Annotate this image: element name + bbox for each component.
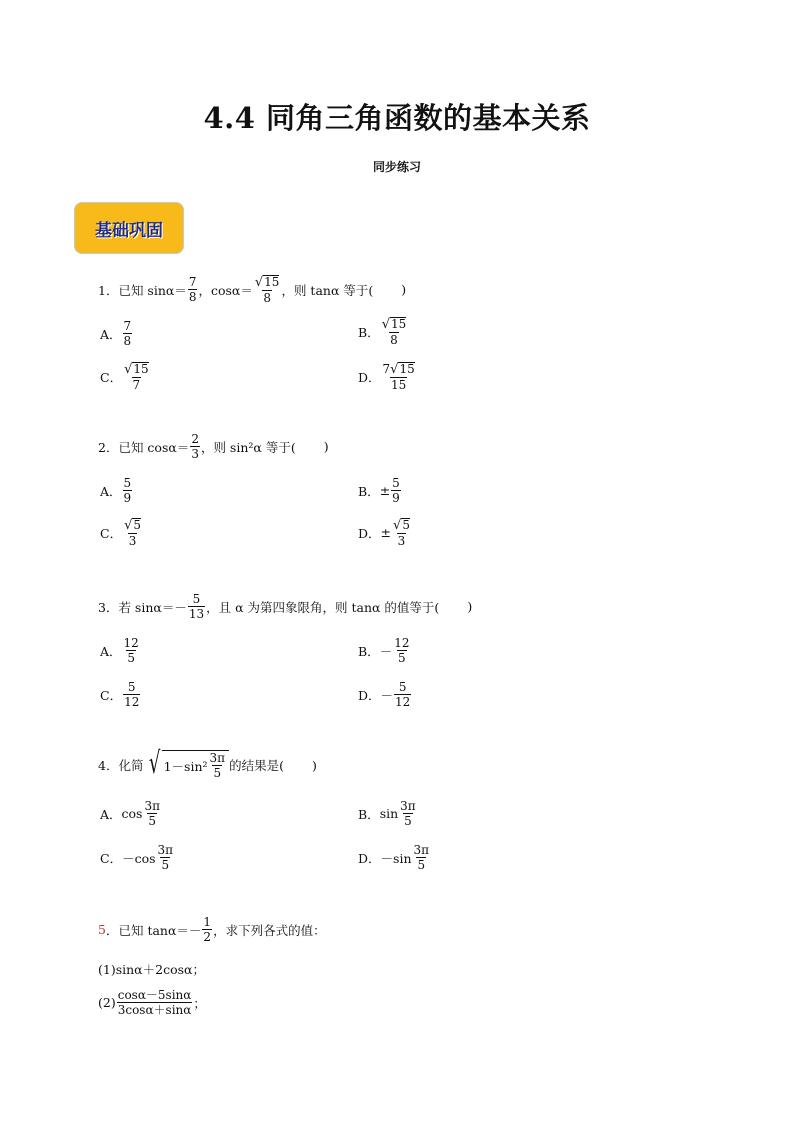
option-label: D． [358,687,381,703]
question-text: ，则 tanα 等于( [281,282,374,298]
question-text: 已知 sinα＝ [118,282,187,298]
option-b[interactable]: B． √ 15 8 [358,317,407,347]
option-label: C． [100,687,123,703]
question-text: ，求下列各式的值： [213,922,326,938]
section-badge-label: 基础巩固 [95,220,163,241]
question-3: 3． 若 sinα＝－ $\frac{5}{13}$ ，且 α 为第四象限角，则 tanα 的值等于( ) [98,592,473,622]
sub-question-text: (2) [98,995,116,1011]
question-number: 4． [98,758,119,774]
question-text: 若 sinα＝－ [118,599,187,615]
radical: √ 1－sin² $\frac{3\pi}{5}$ [145,750,229,781]
question-text: ) [311,757,317,773]
fraction: $\frac{7}{8}$ [188,275,197,305]
option-label: C． [100,850,123,866]
option-label: D． [358,369,381,385]
page-subtitle: 同步练习 [372,160,421,174]
option-d[interactable]: D． 7 √ 15 15 [358,362,415,392]
question-text: 已知 cosα＝ [118,439,190,455]
fraction: √ 15 8 [254,275,280,305]
question-number: 1． [98,282,119,298]
option-b[interactable]: B． sin $\frac{3\pi}{5}$ [358,799,416,829]
option-label: B． [358,324,380,340]
question-text: 已知 tanα＝－ [118,922,202,938]
option-a[interactable]: A． cos $\frac{3\pi}{5}$ [100,799,161,829]
question-4 [98,746,317,781]
question-number: 5 [98,922,106,938]
question-5: 5 ． 已知 tanα＝－ $\frac{1}{2}$ ，求下列各式的值： [98,915,326,945]
question-text: ) [467,599,473,615]
section-badge [74,202,184,254]
option-c[interactable]: C． －cos $\frac{3\pi}{5}$ [100,843,174,873]
question-number: 2． [98,439,119,455]
option-a[interactable]: A． $\frac{5}{9}$ [100,476,132,506]
question-1 [98,275,406,305]
question-text: ． [105,922,119,938]
option-a[interactable]: A． $\frac{7}{8}$ [100,319,132,349]
option-c[interactable]: C． √ 5 3 [100,518,142,548]
option-a[interactable]: A． $\frac{12}{5}$ [100,636,139,666]
option-label: B． [358,643,380,659]
option-c[interactable]: C． $\frac{5}{12}$ [100,680,140,710]
page-title: 4.4 同角三角函数的基本关系 [203,101,591,135]
option-c[interactable]: C． √ 15 7 [100,362,149,392]
option-label: C． [100,369,123,385]
option-label: D． [358,525,381,541]
sub-question-1 [98,960,205,978]
question-text: 的结果是( [229,758,284,774]
option-label: D． [358,850,381,866]
option-label: A． [100,643,122,659]
option-label: B． [358,483,380,499]
option-label: A． [100,806,122,822]
option-d[interactable]: D． －sin $\frac{3\pi}{5}$ [358,843,430,873]
question-text: ，cosα＝ [198,282,253,298]
question-2: 2． 已知 cosα＝ $\frac{2}{3}$ ，则 sin²α 等于( ) [98,432,329,462]
question-text: 化简 [118,758,144,774]
question-text: ，且 α 为第四象限角，则 tanα 的值等于( [206,599,440,615]
question-number: 3． [98,599,119,615]
question-text: ，则 sin²α 等于( [200,439,296,455]
option-d[interactable]: D． ± √ 5 3 [358,518,410,548]
option-b[interactable]: B． － $\frac{12}{5}$ [358,636,410,666]
option-b[interactable]: B． ± $\frac{5}{9}$ [358,476,400,506]
option-label: A． [100,326,122,342]
option-d[interactable]: D． － $\frac{5}{12}$ [358,680,411,710]
question-text: ) [323,439,329,455]
sub-question-text: ； [193,995,206,1011]
option-label: B． [358,806,380,822]
option-label: A． [100,483,122,499]
sub-question-text: (1)sinα＋2cosα； [98,962,205,977]
question-text: ) [401,282,407,298]
option-label: C． [100,525,123,541]
sub-question-2: (2) $\frac{\cos\alpha-5\sin\alpha}{3\cos\alpha+\sin\alpha}$ ； [98,988,206,1018]
